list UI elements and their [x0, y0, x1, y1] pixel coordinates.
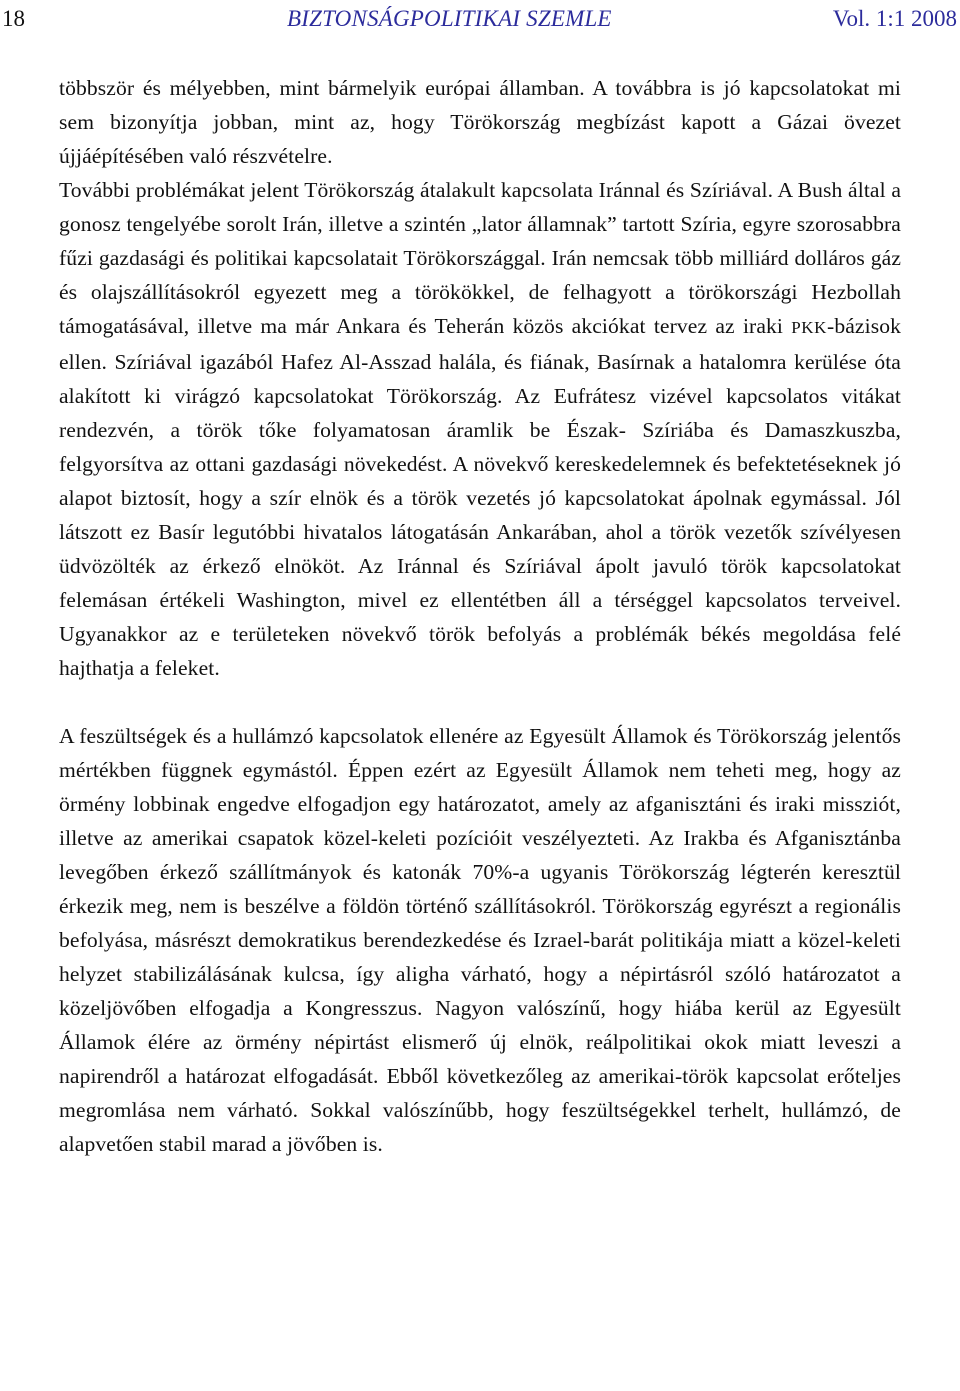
journal-title: BIZTONSÁGPOLITIKAI SZEMLE — [287, 6, 612, 31]
pkk-abbreviation: PKK — [791, 318, 828, 337]
paragraph-iran-syria-part-a: További problémákat jelent Törökország átalakult kapcsolata Iránnal és Szíriával. A Bush által a gonosz tengelyébe sorolt Irán, illetve a szintén „lator államnak” tartott Szíria, egyre szorosabbra fűzi gazdasági és politikai kapcsolatait Törökországgal. Irán nemcsak több milliárd dolláros gáz és olajszállításokról egyezett meg a törökökkel, de felhagyott a törökországi Hezbollah támogatásával, illetve ma már Ankara és Teherán közös akciókat tervez az iraki — [59, 178, 901, 338]
paragraph-us-turkey: A feszültségek és a hullámzó kapcsolatok ellenére az Egyesült Államok és Törökország jelentős mértékben függnek egymástól. Éppen ezért az Egyesült Államok nem teheti meg, hogy az örmény lobbinak engedve elfogadjon egy határozatot, amely az afganisztáni és iraki missziót, illetve az amerikai csapatok közel-keleti pozícióit veszélyezteti. Az Irakba és Afganisztánba levegőben érkező szállítmányok és katonák 70%-a ugyanis Törökország légterén keresztül érkezik meg, nem is beszélve a földön történő szállításokról. Törökország egyrészt a regionális befolyása, másrészt demokratikus berendezkedése és Izrael-barát politikája miatt a közel-keleti helyzet stabilizálásának kulcsa, így aligha várható, hogy a népirtásról szóló határozatot a közeljövőben elfogadja a Kongresszus. Nagyon valószínű, hogy hiába kerül az Egyesült Államok élére az örmény népirtást elismerő új elnök, reálpolitikai okok miatt leveszi a napirendről a határozat elfogadását. Ebből következőleg az amerikai-török kapcsolat erőteljes megromlása nem várható. Sokkal valószínűbb, hogy feszültségekkel terhelt, hullámzó, de alapvetően stabil marad a jövőben is. — [59, 724, 901, 1156]
page-number: 18 — [2, 6, 25, 31]
paragraph-iran-syria — [59, 173, 901, 685]
running-header — [0, 4, 960, 36]
article-body — [59, 71, 901, 1161]
volume-info: Vol. 1:1 2008 — [832, 6, 957, 31]
paragraph-gaza-continuation: többször és mélyebben, mint bármelyik európai államban. A továbbra is jó kapcsolatokat mi sem bizonyítja jobban, mint az, hogy Törökország megbízást kapott a Gázai övezet újjáépítésében való részvételre. — [59, 76, 901, 168]
paragraph-iran-syria-part-b: -bázisok ellen. Szíriával igazából Hafez Al-Asszad halála, és fiának, Basírnak a hatalomra kerülése óta alakított ki virágzó kapcsolatokat Törökország. Az Eufrátesz vizével kapcsolatos vitákat rendezvén, a török tőke folyamatosan áramlik be Észak- Szíriába és Damaszkuszba, felgyorsítva az ottani gazdasági növekedést. A növekvő kereskedelemnek és befektetéseknek jó alapot biztosít, hogy a szír elnök és a török vezetés jó kapcsolatokat ápolnak egymással. Jól látszott ez Basír legutóbbi hivatalos látogatásán Ankarában, ahol a török vezetők szívélyesen üdvözölték az érkező elnököt. Az Iránnal és Szíriával ápolt javuló török kapcsolatokat felemásan értékeli Washington, mivel ez ellentétben áll a térséggel kapcsolatos terveivel. Ugyanakkor az e területeken növekvő török befolyás a problémák békés megoldása felé hajthatja a feleket. — [59, 314, 901, 680]
